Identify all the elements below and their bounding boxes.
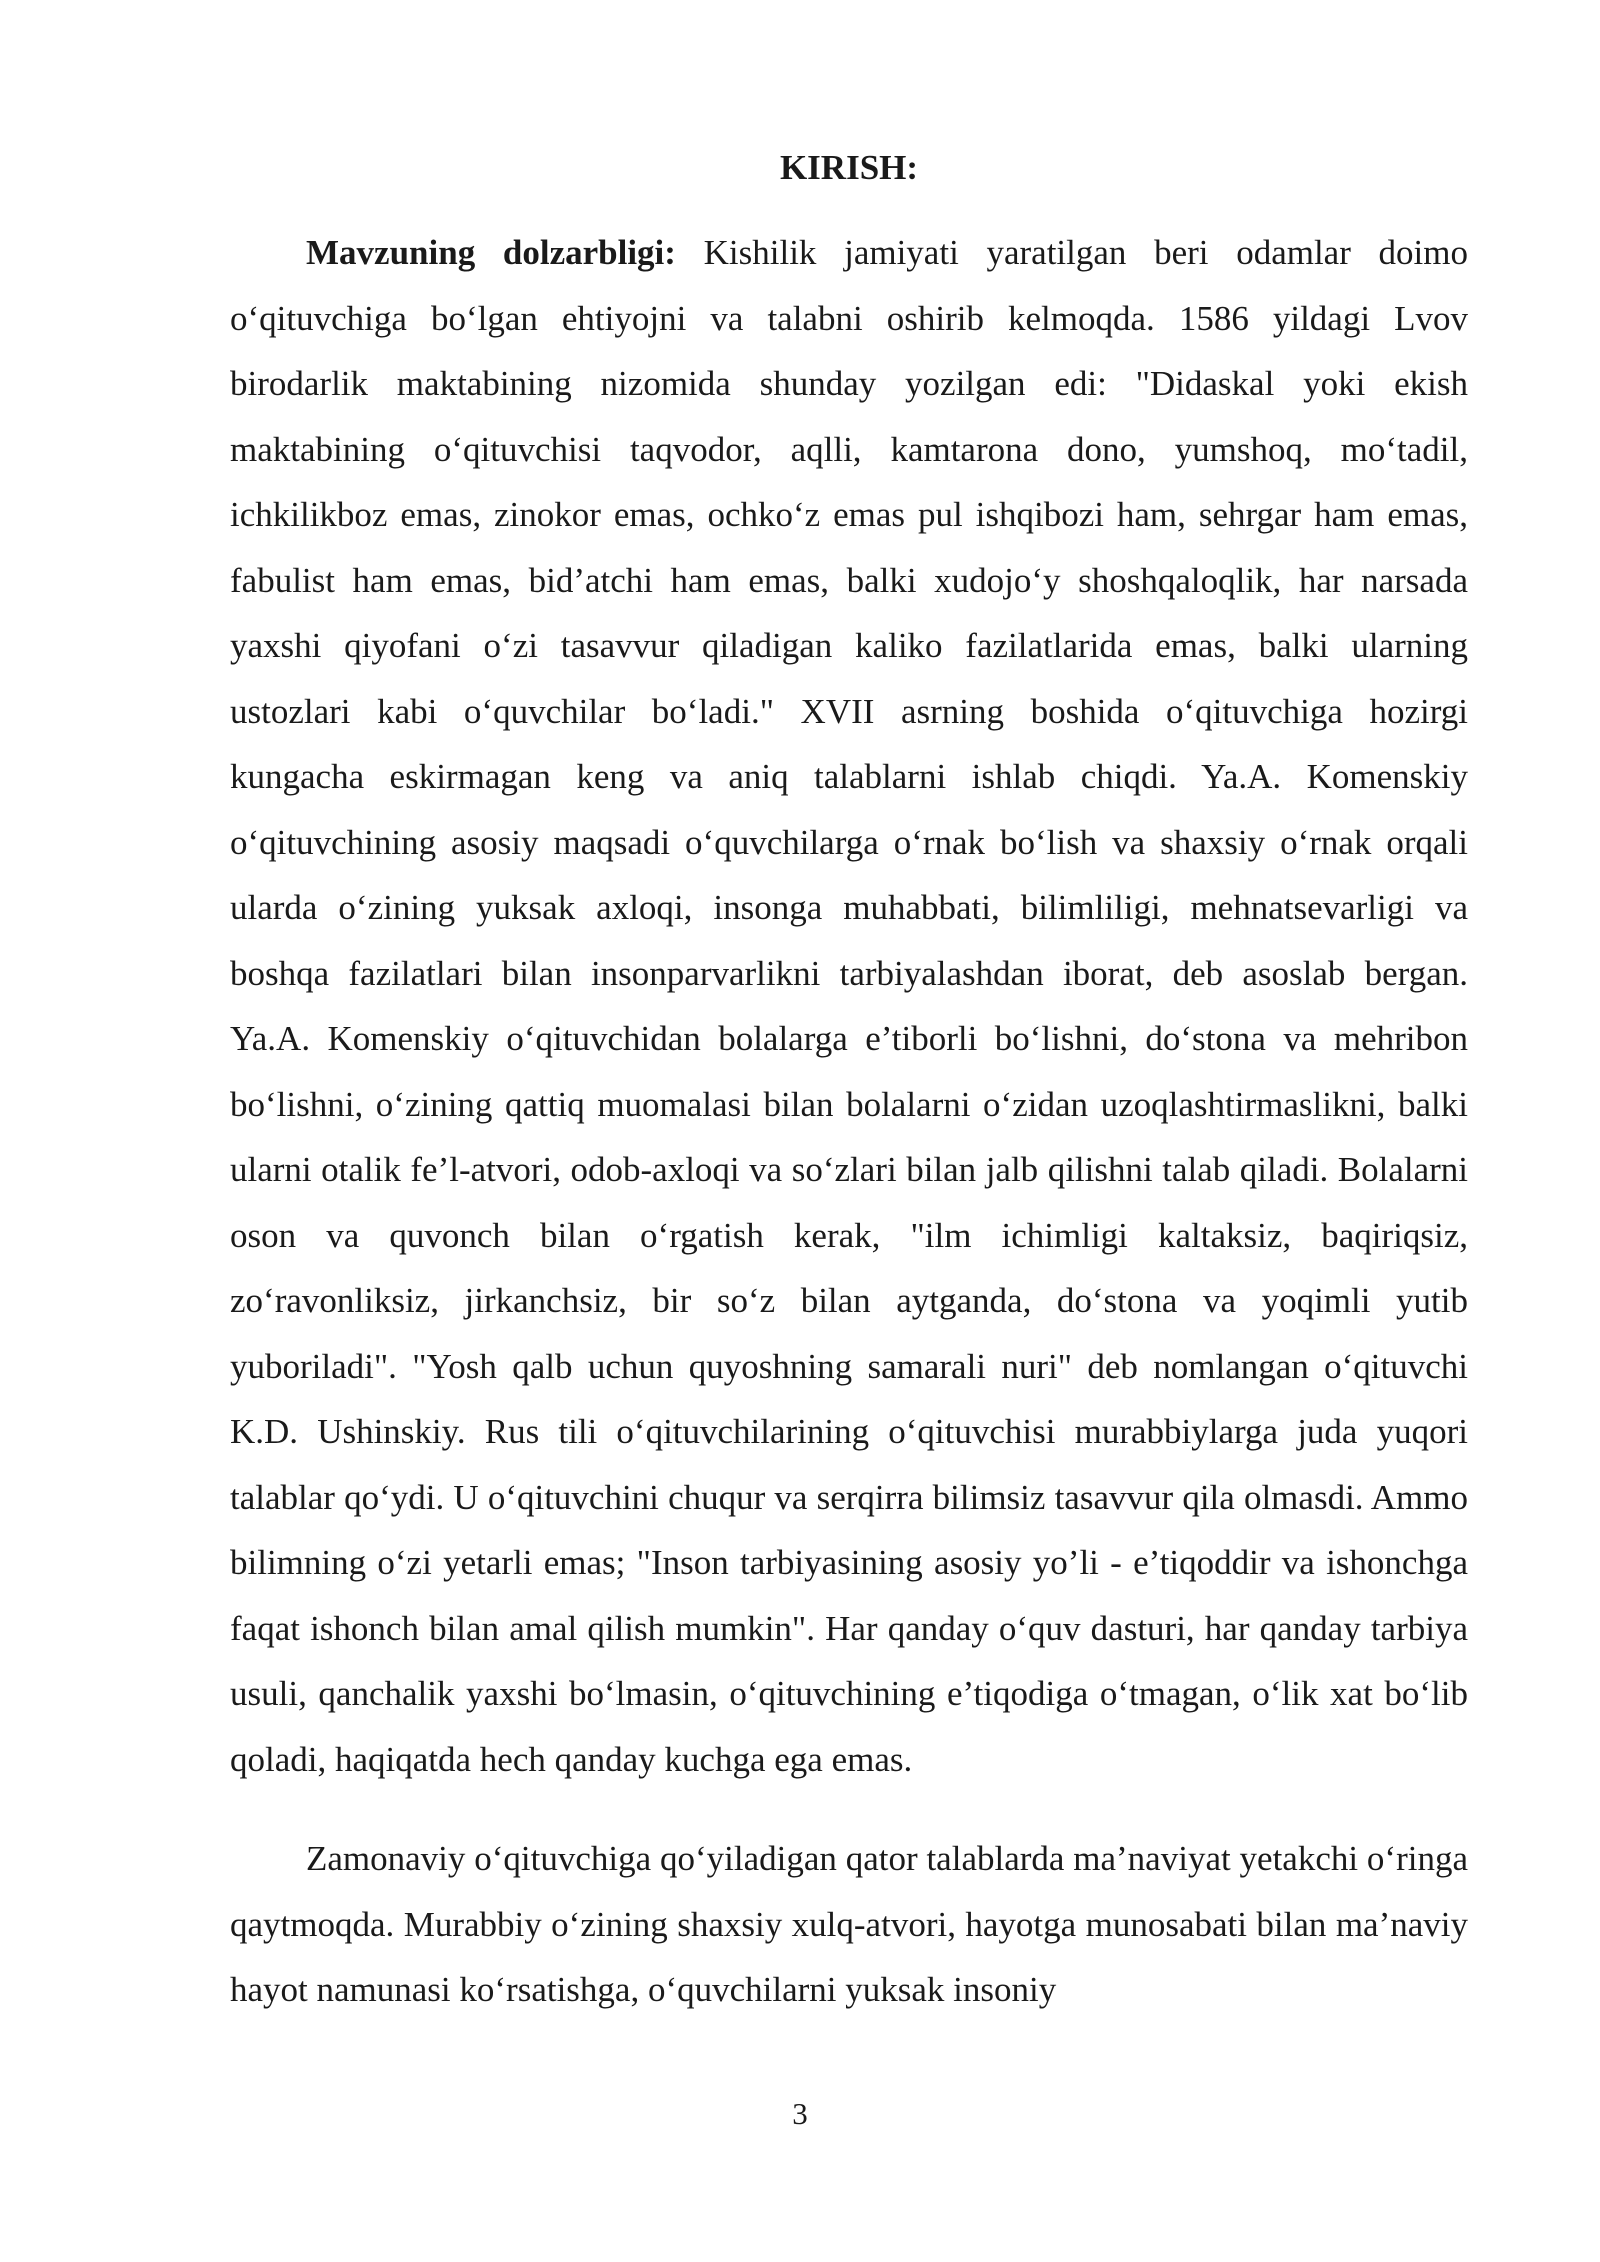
- section-title: KIRISH:: [779, 148, 919, 187]
- paragraph-body: Zamonaviy oʻqituvchiga qoʻyiladigan qator talablarda ma’naviyat yetakchi oʻringa qaytmoqda. Murabbiy oʻzining shaxsiy xulq-atvori, hayotga munosabati bilan ma’naviy hayot namunasi koʻrsatishga, oʻquvchilarni yuksak insoniy: [230, 1839, 1468, 2009]
- paragraph-relevance: [230, 220, 1468, 1792]
- paragraph-lead-heading: Mavzuning dolzarbligi:: [306, 233, 676, 272]
- paragraph-body: Kishilik jamiyati yaratilgan beri odamlar doimo oʻqituvchiga boʻlgan ehtiyojni va talabni oshirib kelmoqda. 1586 yildagi Lvov birodarlik maktabining nizomida shunday yozilgan edi: "Didaskal yoki ekish maktabining oʻqituvchisi taqvodor, aqlli, kamtarona dono, yumshoq, moʻtadil, ichkilikboz emas, zinokor emas, ochkoʻz emas pul ishqibozi ham, sehrgar ham emas, fabulist ham emas, bid’atchi ham emas, balki xudojoʻy shoshqaloqlik, har narsada yaxshi qiyofani oʻzi tasavvur qiladigan kaliko fazilatlarida emas, balki ularning ustozlari kabi oʻquvchilar boʻladi." XVII asrning boshida oʻqituvchiga hozirgi kungacha eskirmagan keng va aniq talablarni ishlab chiqdi. Ya.A. Komenskiy oʻqituvchining asosiy maqsadi oʻquvchilarga oʻrnak boʻlish va shaxsiy oʻrnak orqali ularda oʻzining yuksak axloqi, insonga muhabbati, bilimliligi, mehnatsevarligi va boshqa fazilatlari bilan insonparvarlikni tarbiyalashdan iborat, deb asoslab bergan. Ya.A. Komenskiy oʻqituvchidan bolalarga e’tiborli boʻlishni, doʻstona va mehribon boʻlishni, oʻzining qattiq muomalasi bilan bolalarni oʻzidan uzoqlashtirmaslikni, balki ularni otalik fe’l-atvori, odob-axloqi va soʻzlari bilan jalb qilishni talab qiladi. Bolalarni oson va quvonch bilan oʻrgatish kerak, "ilm ichimligi kaltaksiz, baqiriqsiz, zoʻravonliksiz, jirkanchsiz, bir soʻz bilan aytganda, doʻstona va yoqimli yutib yuboriladi". "Yosh qalb uchun quyoshning samarali nuri" deb nomlangan oʻqituvchi K.D. Ushinskiy. Rus tili oʻqituvchilarining oʻqituvchisi murabbiylarga juda yuqori talablar qoʻydi. U oʻqituvchini chuqur va serqirra bilimsiz tasavvur qila olmasdi. Ammo bilimning oʻzi yetarli emas; "Inson tarbiyasining asosiy yo’li - e’tiqoddir va ishonchga faqat ishonch bilan amal qilish mumkin". Har qanday oʻquv dasturi, har qanday tarbiya usuli, qanchalik yaxshi boʻlmasin, oʻqituvchining e’tiqodiga oʻtmagan, oʻlik xat boʻlib qoladi, haqiqatda hech qanday kuchga ega emas.: [230, 233, 1468, 1779]
- page-content: [230, 148, 1468, 2023]
- page-number: 3: [792, 2096, 808, 2131]
- paragraph-modern-teacher: [230, 1826, 1468, 2023]
